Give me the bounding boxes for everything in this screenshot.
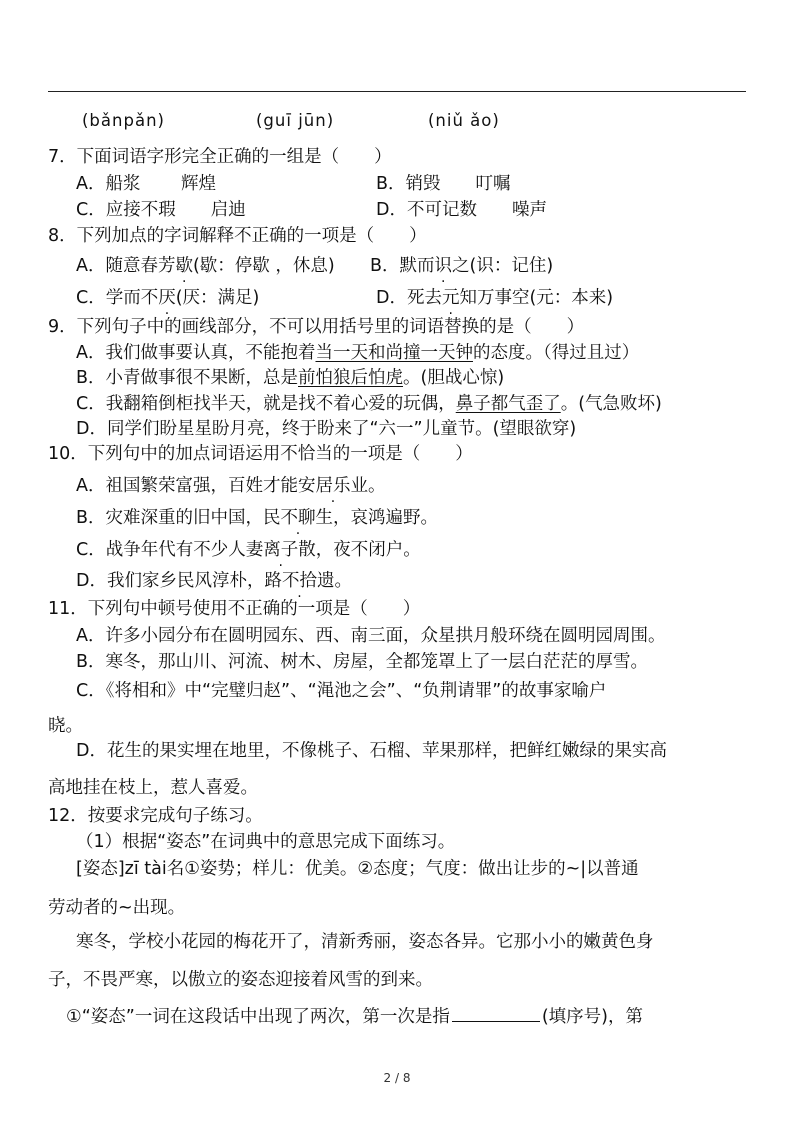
q10-option-b xyxy=(76,507,438,529)
pinyin-1: (bǎnpǎn) xyxy=(82,111,165,130)
q12-dictionary-entry: [姿态]zī tài名①姿势；样儿：优美。②态度；气度：做出让步的~|以普通 xyxy=(76,859,639,879)
q11-option-c-cont: 晓。 xyxy=(48,716,83,736)
q9-c-text2: 。(气急败坏) xyxy=(560,394,662,414)
q12-task1 xyxy=(66,1003,643,1028)
q9-a-text2: 的态度。（得过且过） xyxy=(472,343,640,363)
q9-stem: 9．下列句子中的画线部分，不可以用括号里的词语替换的是（ ） xyxy=(48,317,585,337)
q7-stem: 7．下面词语字形完全正确的一组是（ ） xyxy=(48,147,392,167)
q8-option-b xyxy=(370,255,553,277)
q8-b-text1: B．默而 xyxy=(370,256,435,276)
q9-b-underlined: 前怕狼后怕虎 xyxy=(298,368,404,388)
pinyin-2: (guī jūn) xyxy=(256,111,335,130)
q8-stem: 8．下列加点的字词解释不正确的一项是（ ） xyxy=(48,226,427,246)
q11-option-d: D．花生的果实埋在地里，不像桃子、石榴、苹果那样，把鲜红嫩绿的果实高 xyxy=(76,741,667,761)
q9-option-b xyxy=(76,367,504,389)
q12-passage-line1: 寒冬，学校小花园的梅花开了，清新秀丽，姿态各异。它那小小的嫩黄色身 xyxy=(76,932,654,952)
q8-a-text1: A．随意春芳 xyxy=(76,256,176,276)
q9-c-underlined: 鼻子都气歪了 xyxy=(455,394,561,414)
q9-option-c xyxy=(76,393,662,415)
q7-option-b: B．销毁 叮嘱 xyxy=(376,174,511,194)
q9-b-text2: 。(胆战心惊) xyxy=(403,368,505,388)
q10-d-text1: D．我们家乡民风淳朴， xyxy=(76,571,265,591)
q10-option-d xyxy=(76,570,352,592)
q10-option-c xyxy=(76,539,421,561)
q8-a-text2: (歇：停歇 ，休息) xyxy=(192,256,335,276)
q9-c-text1: C．我翻箱倒柜找半天，就是找不着心爱的玩偶， xyxy=(76,394,456,414)
q10-b-dotted: 民不聊生 xyxy=(263,508,334,528)
q11-option-c: C．《将相和》中“完璧归赵”、“渑池之会”、“负荆请罪”的故事家喻户 xyxy=(76,681,607,701)
q10-b-text1: B．灾难深重的旧中国， xyxy=(76,508,264,528)
q11-option-d-cont: 高地挂在枝上，惹人喜爱。 xyxy=(48,778,258,798)
q9-b-text1: B．小青做事很不果断，总是 xyxy=(76,368,299,388)
q12-sub1: （1）根据“姿态”在词典中的意思完成下面练习。 xyxy=(76,832,456,852)
q12-stem: 12．按要求完成句子练习。 xyxy=(48,806,263,826)
q8-c-dotted: 厌 xyxy=(158,288,176,308)
q10-c-text2: ，夜不闭户。 xyxy=(315,540,421,560)
header-rule xyxy=(48,91,746,92)
q8-b-dotted: 识 xyxy=(434,256,453,276)
q12-task1-tail: (填序号)，第 xyxy=(541,1007,643,1027)
q8-c-text2: (厌：满足) xyxy=(175,288,260,308)
q8-d-dotted: 元 xyxy=(441,288,460,308)
q8-d-text1: D．死去 xyxy=(376,288,442,308)
q9-a-text1: A．我们做事要认真，不能抱着 xyxy=(76,343,316,363)
q10-b-text2: ，哀鸿遍野。 xyxy=(333,508,439,528)
q10-d-dotted: 路不拾遗 xyxy=(264,571,335,591)
q8-a-dotted: 歇 xyxy=(175,256,193,276)
q7-option-c: C．应接不瑕 启迪 xyxy=(76,200,246,220)
page-number: 2 / 8 xyxy=(383,1071,411,1085)
q10-a-text1: A．祖国繁荣富强，百姓才能 xyxy=(76,476,298,496)
q12-dictionary-entry-cont: 劳动者的~出现。 xyxy=(48,898,186,918)
q11-option-a: A．许多小园分布在圆明园东、西、南三面，众星拱月般环绕在圆明园周围。 xyxy=(76,626,666,646)
q10-stem: 10．下列句中的加点词语运用不恰当的一项是（ ） xyxy=(48,444,473,464)
q12-task1-text: ①“姿态”一词在这段话中出现了两次，第一次是指 xyxy=(66,1007,450,1027)
q8-option-d xyxy=(376,287,613,309)
q7-option-d: D．不可记数 噪声 xyxy=(376,200,547,220)
q8-option-a xyxy=(76,255,335,277)
q11-stem: 11．下列句中顿号使用不正确的一项是（ ） xyxy=(48,599,421,619)
q10-d-text2: 。 xyxy=(334,571,352,591)
q10-c-dotted: 妻离子散 xyxy=(245,540,316,560)
q9-a-underlined: 当一天和尚撞一天钟 xyxy=(315,343,473,363)
q11-option-b: B．寒冬，那山川、河流、树木、房屋，全都笼罩上了一层白茫茫的厚雪。 xyxy=(76,652,649,672)
q12-passage-line2: 子，不畏严寒，以傲立的姿态迎接着风雪的到来。 xyxy=(48,970,433,990)
pinyin-3: (niǔ ǎo) xyxy=(428,111,500,130)
q8-c-text1: C．学而不 xyxy=(76,288,159,308)
q9-option-d: D．同学们盼星星盼月亮，终于盼来了“六一”儿童节。(望眼欲穿) xyxy=(76,419,577,439)
q10-c-text1: C．战争年代有不少人 xyxy=(76,540,246,560)
answer-blank[interactable] xyxy=(452,1003,540,1022)
q9-option-a xyxy=(76,342,639,364)
q10-a-text2: 。 xyxy=(367,476,386,496)
q10-option-a xyxy=(76,475,385,497)
q7-option-a: A．船浆 辉煌 xyxy=(76,174,217,194)
q8-d-text2: 知万事空(元：本来) xyxy=(459,288,614,308)
q10-a-dotted: 安居乐业 xyxy=(297,476,368,496)
q8-option-c xyxy=(76,287,259,309)
q8-b-text2: 之(识：记住) xyxy=(452,256,554,276)
